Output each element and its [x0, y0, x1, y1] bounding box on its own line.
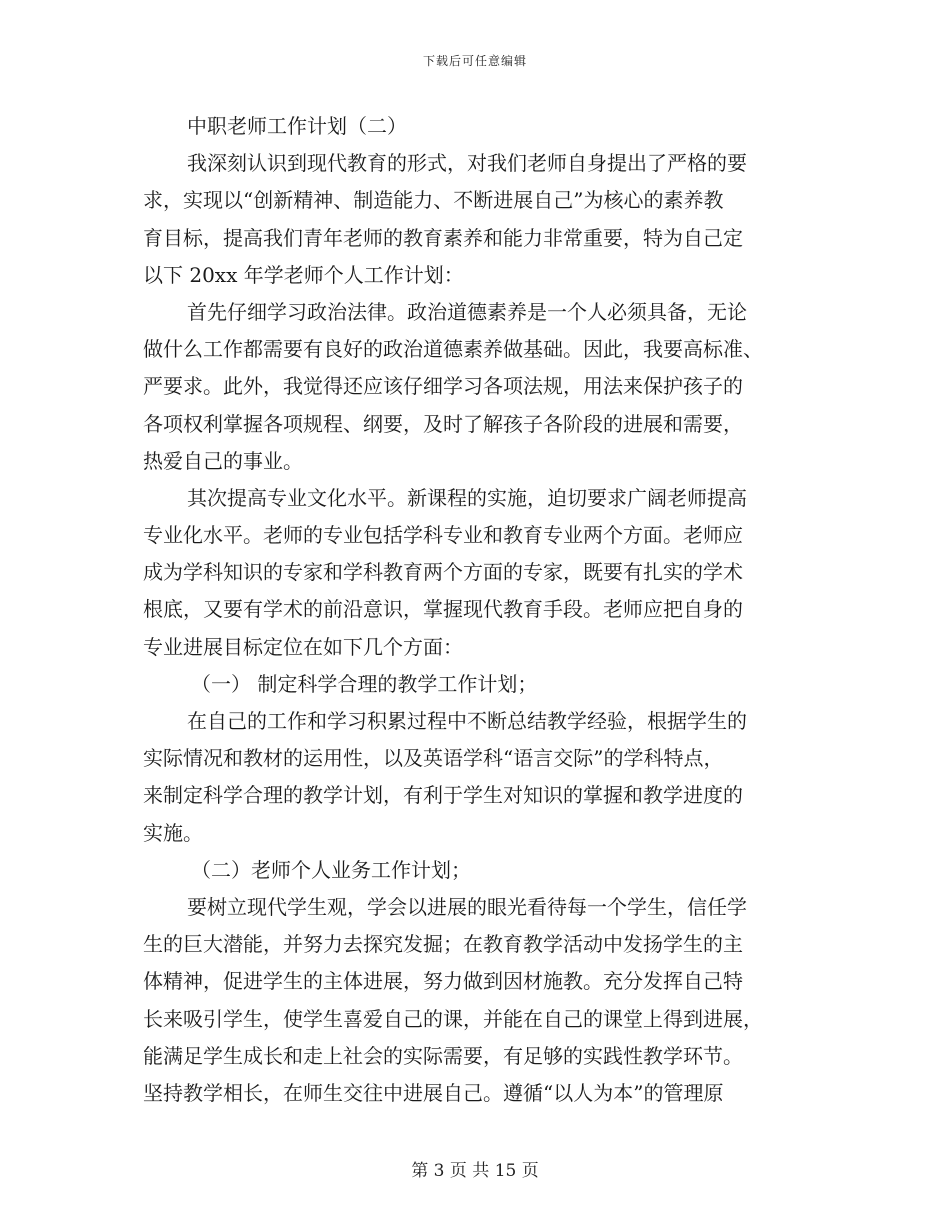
text-line: 专业进展目标定位在如下几个方面：: [143, 634, 463, 659]
text-line: 各项权利掌握各项规程、纲要，及时了解孩子各阶段的进展和需要，: [143, 411, 743, 436]
text-line: 实际情况和教材的运用性，以及英语学科“语言交际”的学科特点，: [143, 746, 724, 771]
text-line: 我深刻认识到现代教育的形式，对我们老师自身提出了严格的要: [187, 151, 747, 176]
text-line: 热爱自己的事业。: [143, 448, 303, 473]
text-line: （一） 制定科学合理的教学工作计划；: [191, 671, 538, 696]
text-line: 实施。: [143, 820, 203, 845]
document-body: [143, 108, 808, 1112]
text-line: 在自己的工作和学习积累过程中不断总结教学经验，根据学生的: [187, 709, 747, 733]
paragraph-lines: [143, 145, 808, 1112]
document-title: 中职老师工作计划（二）: [187, 114, 407, 138]
page-header: 下载后可任意编辑: [422, 54, 527, 68]
text-line: 根底，又要有学术的前沿意识，掌握现代教育手段。老师应把自身的: [143, 597, 743, 622]
text-line: （二）老师个人业务工作计划；: [191, 857, 471, 882]
text-line: 育目标，提高我们青年老师的教育素养和能力非常重要，特为自己定: [143, 225, 743, 250]
text-line: 长来吸引学生，使学生喜爱自己的课，并能在自己的课堂上得到进展，: [143, 1006, 763, 1031]
text-line: 要树立现代学生观，学会以进展的眼光看待每一个学生，信任学: [187, 894, 747, 919]
text-line: 求，实现以“创新精神、制造能力、不断进展自己”为核心的素养教: [143, 188, 724, 213]
text-line: 体精神，促进学生的主体进展，努力做到因材施教。充分发挥自己特: [143, 969, 743, 994]
text-line: 能满足学生成长和走上社会的实际需要，有足够的实践性教学环节。: [143, 1043, 743, 1068]
text-line: 其次提高专业文化水平。新课程的实施，迫切要求广阔老师提高: [187, 485, 747, 510]
text-line: 坚持教学相长，在师生交往中进展自己。遵循“以人为本”的管理原: [143, 1080, 724, 1105]
text-line: 严要求。此外，我觉得还应该仔细学习各项法规，用法来保护孩子的: [143, 374, 743, 399]
text-line: 成为学科知识的专家和学科教育两个方面的专家，既要有扎实的学术: [143, 560, 743, 585]
text-line: 做什么工作都需要有良好的政治道德素养做基础。因此，我要高标准、: [143, 337, 763, 362]
page-footer: 第 3 页 共 15 页: [411, 1161, 539, 1181]
text-line: 首先仔细学习政治法律。政治道德素养是一个人必须具备，无论: [187, 299, 747, 324]
text-line: 专业化水平。老师的专业包括学科专业和教育专业两个方面。老师应: [143, 523, 743, 548]
text-line: 生的巨大潜能，并努力去探究发掘；在教育教学活动中发扬学生的主: [143, 932, 743, 957]
text-line: 来制定科学合理的教学计划，有利于学生对知识的掌握和教学进度的: [143, 783, 743, 808]
text-line: 以下 20xx 年学老师个人工作计划：: [143, 262, 464, 287]
